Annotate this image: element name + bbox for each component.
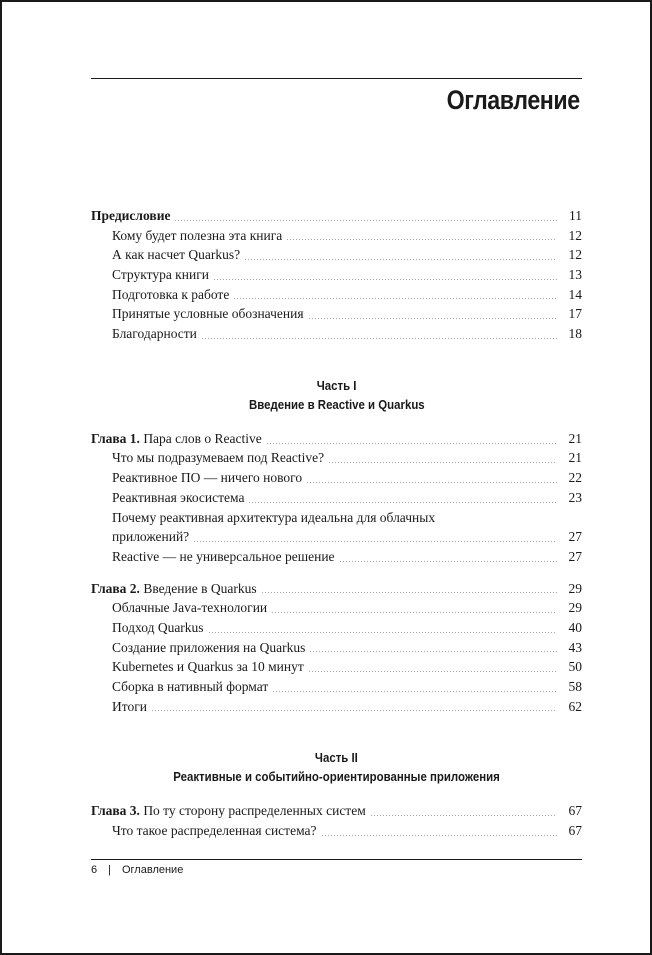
dot-leader xyxy=(328,462,557,463)
toc-entry-preface[interactable] xyxy=(91,206,582,226)
toc-page-number: 29 xyxy=(568,600,582,616)
toc-entry-label: Принятые условные обозначения xyxy=(112,306,304,322)
toc-page-number: 43 xyxy=(568,639,582,655)
toc-page-number: 58 xyxy=(568,679,582,695)
dot-leader xyxy=(308,671,557,672)
toc-entry-label: Предисловие xyxy=(91,207,171,223)
dot-leader xyxy=(272,691,557,692)
toc-entry-label: Реактивное ПО — ничего нового xyxy=(112,470,303,486)
toc-entry[interactable] xyxy=(91,598,582,618)
toc-entry-label: Подготовка к работе xyxy=(112,286,230,302)
toc-entry[interactable] xyxy=(91,304,582,324)
toc-entry-label: Reactive — не универсальное решение xyxy=(112,548,335,564)
dot-leader xyxy=(208,632,557,633)
dot-leader xyxy=(271,612,557,613)
toc-page-number: 14 xyxy=(568,286,582,302)
dot-leader xyxy=(321,835,557,836)
footer-section: Оглавление xyxy=(121,864,184,876)
footer-rule xyxy=(91,859,582,860)
dot-leader xyxy=(308,318,557,319)
footer-separator: | xyxy=(108,864,111,876)
dot-leader xyxy=(370,815,557,816)
dot-leader xyxy=(151,710,557,711)
toc-page-number: 12 xyxy=(568,247,582,263)
toc-page-number: 67 xyxy=(568,803,582,819)
toc-entry[interactable] xyxy=(91,449,582,469)
dot-leader xyxy=(174,220,557,221)
dot-leader xyxy=(233,298,557,299)
toc-page-number: 13 xyxy=(568,267,582,283)
toc-entry-chapter-1[interactable] xyxy=(91,429,582,449)
toc-entry-label: Что такое распределенная система? xyxy=(112,823,317,839)
page-title: Оглавление xyxy=(446,85,580,115)
chapter-prefix: Глава 3. xyxy=(91,803,140,819)
chapter-prefix: Глава 2. xyxy=(91,580,140,596)
dot-leader xyxy=(339,561,557,562)
toc-entry[interactable] xyxy=(91,677,582,697)
footer-page-number: 6 xyxy=(91,864,98,876)
toc-entry-label: Создание приложения на Quarkus xyxy=(112,639,306,655)
top-rule xyxy=(91,78,582,79)
toc-entry-label: Пара слов о Reactive xyxy=(143,430,262,446)
toc-page-number: 62 xyxy=(568,698,582,714)
toc-entry-label: Сборка в нативный формат xyxy=(112,679,269,695)
toc-entry[interactable] xyxy=(91,265,582,285)
toc-page-number: 29 xyxy=(568,580,582,596)
part-number: Часть II xyxy=(315,750,358,766)
toc-entry[interactable] xyxy=(91,657,582,677)
toc-entry[interactable] xyxy=(91,821,582,841)
dot-leader xyxy=(286,239,557,240)
toc-entry[interactable] xyxy=(91,324,582,344)
toc-entry-label: Облачные Java-технологии xyxy=(112,600,268,616)
page-footer xyxy=(91,864,183,876)
part-number: Часть I xyxy=(316,377,357,393)
toc-page-number: 27 xyxy=(568,548,582,564)
toc-page-number: 17 xyxy=(568,306,582,322)
toc-entry-label: Подход Quarkus xyxy=(112,619,204,635)
dot-leader xyxy=(261,592,557,593)
toc-entry-label: Kubernetes и Quarkus за 10 минут xyxy=(112,659,304,675)
toc-entry-label: Реактивная экосистема xyxy=(112,489,245,505)
chapter-prefix: Глава 1. xyxy=(91,430,140,446)
toc-page-number: 18 xyxy=(568,326,582,342)
toc-page-number: 22 xyxy=(568,470,582,486)
toc-entry[interactable] xyxy=(91,285,582,305)
toc-page-number: 11 xyxy=(569,207,582,223)
toc-entry[interactable] xyxy=(91,527,582,547)
part-title: Реактивные и событийно-ориентированные приложения xyxy=(173,769,500,785)
toc-entry-label: Итоги xyxy=(112,698,147,714)
toc-page-number: 12 xyxy=(568,227,582,243)
toc-entry[interactable] xyxy=(91,618,582,638)
dot-leader xyxy=(309,651,557,652)
toc-entry[interactable] xyxy=(91,697,582,717)
toc-entry-label: Введение в Quarkus xyxy=(143,580,257,596)
dot-leader xyxy=(244,259,557,260)
dot-leader xyxy=(201,338,557,339)
toc-entry[interactable] xyxy=(91,547,582,567)
dot-leader xyxy=(213,279,557,280)
dot-leader xyxy=(306,482,557,483)
toc-entry-label: Что мы подразумеваем под Reactive? xyxy=(112,450,325,466)
toc-page-number: 21 xyxy=(568,450,582,466)
toc-entry-label: приложений? xyxy=(112,529,190,545)
toc-page-number: 67 xyxy=(568,823,582,839)
toc-entry-label: А как насчет Quarkus? xyxy=(112,247,241,263)
toc-entry[interactable] xyxy=(91,638,582,658)
toc-page-number: 23 xyxy=(568,489,582,505)
toc-page-number: 27 xyxy=(568,529,582,545)
toc-entry-label: Кому будет полезна эта книга xyxy=(112,227,283,243)
toc-page-number: 40 xyxy=(568,619,582,635)
toc-entry-chapter-3[interactable] xyxy=(91,801,582,821)
toc-page-number: 21 xyxy=(568,430,582,446)
toc-entry-label: Структура книги xyxy=(112,267,209,283)
dot-leader xyxy=(193,541,557,542)
toc-entry-label: Благодарности xyxy=(112,326,197,342)
toc-entry-chapter-2[interactable] xyxy=(91,579,582,599)
toc-entry-label: По ту сторону распределенных систем xyxy=(143,803,366,819)
toc-entry-line1[interactable]: Почему реактивная архитектура идеальна для облачных xyxy=(112,509,436,525)
part-title: Введение в Reactive и Quarkus xyxy=(248,396,425,412)
toc-entry[interactable] xyxy=(91,468,582,488)
dot-leader xyxy=(266,443,557,444)
toc-entry[interactable] xyxy=(91,488,582,508)
toc-entry[interactable] xyxy=(91,245,582,265)
toc-page-number: 50 xyxy=(568,659,582,675)
table-of-contents xyxy=(91,206,582,841)
dot-leader xyxy=(248,502,557,503)
toc-entry[interactable] xyxy=(91,226,582,246)
